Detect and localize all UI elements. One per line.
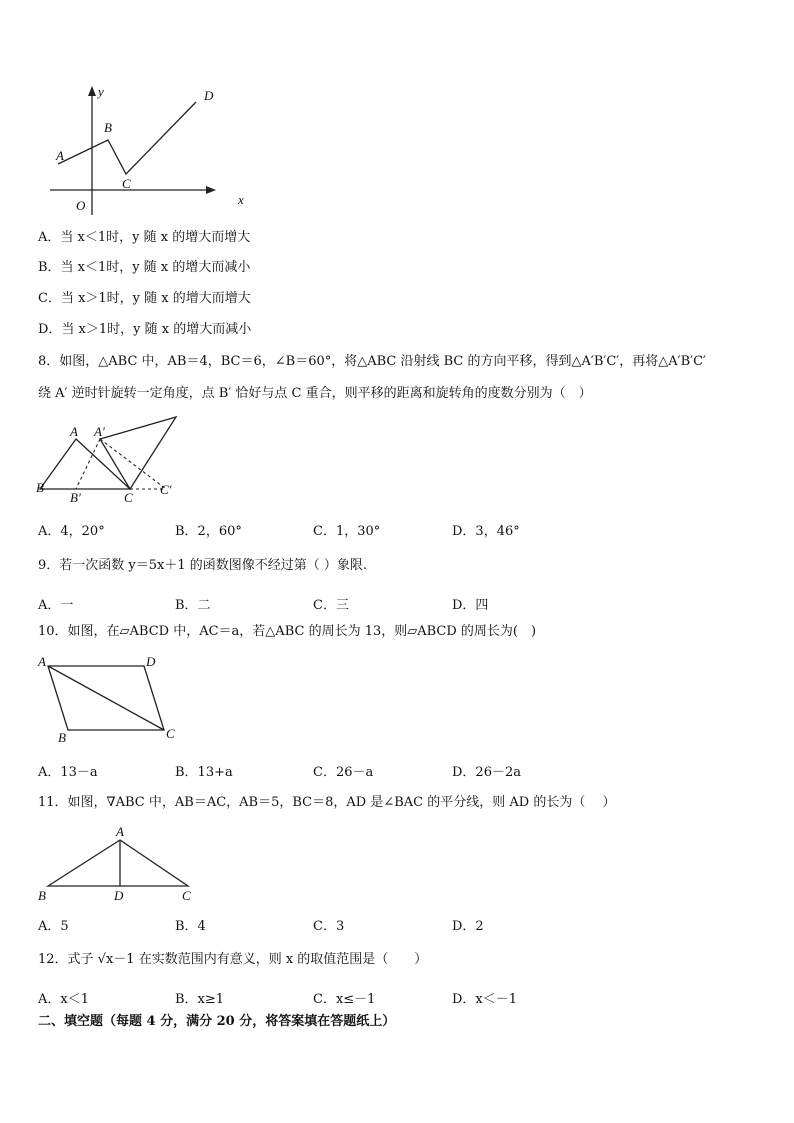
q11-option-d: D．2 — [452, 919, 484, 934]
q7-option-d: D．当 x＞1时，y 随 x 的增大而减小 — [38, 322, 252, 337]
q11-option-c: C．3 — [313, 919, 345, 934]
graph-line — [58, 102, 196, 174]
q9-option-d: D．四 — [452, 598, 489, 613]
label-c: C — [166, 726, 175, 741]
dashed-a2-b2 — [76, 439, 100, 489]
q11-option-b: B．4 — [175, 919, 206, 934]
q9-option-c: C．三 — [313, 598, 349, 613]
q7-option-a: A．当 x＜1时，y 随 x 的增大而增大 — [38, 230, 251, 245]
q8-figure — [36, 412, 186, 507]
label-d: D — [204, 88, 214, 103]
q12-text: 12．式子 √x－1 在实数范围内有意义，则 x 的取值范围是（ ） — [38, 952, 428, 967]
triangle-abc — [40, 439, 130, 489]
label-c: C — [122, 176, 131, 191]
label-x: x — [238, 192, 244, 207]
q11-figure — [36, 824, 206, 904]
label-b: B — [58, 730, 66, 745]
q10-option-a: A．13－a — [38, 765, 98, 780]
label-a: A — [38, 654, 46, 669]
q10-option-c: C．26－a — [313, 765, 374, 780]
label-b: B — [104, 120, 112, 135]
q10-text: 10．如图，在▱ABCD 中，AC＝a，若△ABC 的周长为 13，则▱ABCD 的周长为( ) — [38, 624, 537, 639]
q9-option-b: B．二 — [175, 598, 211, 613]
label-c: C — [124, 490, 133, 505]
q8-option-c: C．1，30° — [313, 524, 381, 539]
triangle-abc — [48, 840, 188, 886]
label-b-prime: B′ — [70, 490, 81, 505]
q8-line2: 绕 A′ 逆时针旋转一定角度，点 B′ 恰好与点 C 重合，则平移的距离和旋转角的度数分别为（ ） — [38, 386, 592, 401]
label-c-prime: C′ — [160, 482, 172, 497]
q12-option-d: D．x＜－1 — [452, 992, 518, 1007]
x-axis-arrow — [206, 186, 216, 194]
dashed-a2-c2 — [100, 439, 166, 489]
label-c: C — [182, 888, 191, 903]
label-d: D — [114, 888, 124, 903]
label-b: B — [38, 888, 46, 903]
q8-option-a: A．4，20° — [38, 524, 105, 539]
q7-option-b: B．当 x＜1时，y 随 x 的增大而减小 — [38, 260, 251, 275]
q7-option-c: C．当 x＞1时，y 随 x 的增大而增大 — [38, 291, 251, 306]
q12-option-c: C．x≤－1 — [313, 992, 376, 1007]
label-a: A — [70, 424, 78, 439]
label-y: y — [98, 84, 104, 99]
label-o: O — [76, 198, 86, 213]
label-b: B — [36, 480, 44, 495]
q8-option-b: B．2，60° — [175, 524, 242, 539]
triangle-rotated — [100, 417, 176, 489]
q10-option-d: D．26－2a — [452, 765, 521, 780]
y-axis-arrow — [88, 86, 96, 96]
section-heading: 二、填空题（每题 4 分，满分 20 分，将答案填在答题纸上） — [38, 1014, 396, 1029]
label-a-prime: A′ — [94, 424, 105, 439]
q9-option-a: A．一 — [38, 598, 74, 613]
q8-line1: 8．如图，△ABC 中，AB＝4，BC＝6，∠B＝60°，将△ABC 沿射线 BC 的方向平移，得到△A′B′C′，再将△A′B′C′ — [38, 354, 706, 369]
q7-figure — [50, 80, 244, 220]
q12-option-a: A．x＜1 — [38, 992, 89, 1007]
q11-text: 11．如图，∇ABC 中，AB＝AC，AB＝5，BC＝8，AD 是∠BAC 的平分线，则 AD 的长为（ ） — [38, 795, 616, 810]
q10-option-b: B．13+a — [175, 765, 233, 780]
q11-option-a: A．5 — [38, 919, 69, 934]
q12-option-b: B．x≥1 — [175, 992, 225, 1007]
label-d: D — [146, 654, 156, 669]
q9-text: 9．若一次函数 y＝5x＋1 的函数图像不经过第（ ）象限. — [38, 558, 368, 573]
label-a: A — [56, 148, 64, 163]
label-a: A — [116, 824, 124, 839]
q10-figure — [36, 652, 186, 744]
q8-option-d: D．3，46° — [452, 524, 520, 539]
